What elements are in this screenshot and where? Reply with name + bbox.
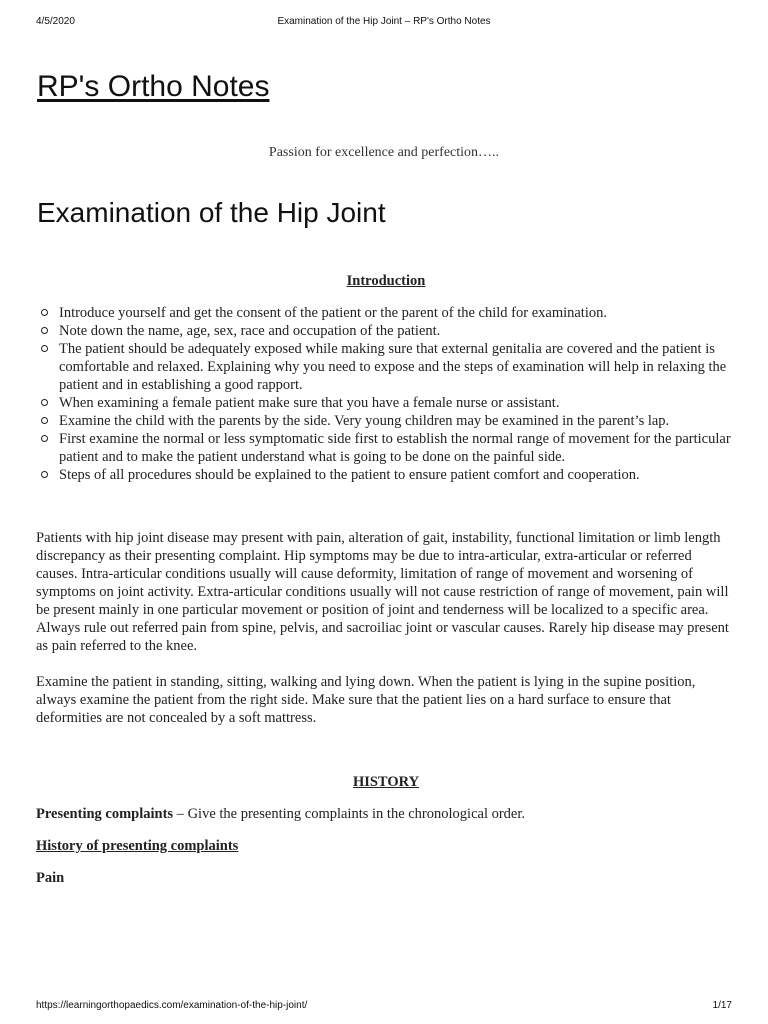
site-tagline: Passion for excellence and perfection….. <box>268 145 500 160</box>
list-item: Note down the name, age, sex, race and occupation of the patient. <box>36 322 736 340</box>
list-item: Examine the child with the parents by the side. Very young children may be examined in the parent’s lap. <box>36 412 736 430</box>
list-item: Steps of all procedures should be explained to the patient to ensure patient comfort and cooperation. <box>36 466 736 484</box>
history-heading: HISTORY <box>352 774 420 790</box>
list-item: Introduce yourself and get the consent of the patient or the parent of the child for examination. <box>36 304 736 322</box>
print-date: 4/5/2020 <box>36 16 75 27</box>
hopc-heading: History of presenting complaints <box>36 838 239 854</box>
list-item: First examine the normal or less symptomatic side first to establish the normal range of movement for the particular patient and to make the patient understand what is going to be done on the painful side. <box>36 430 736 466</box>
print-footer <box>36 1000 732 1014</box>
list-item: When examining a female patient make sure that you have a female nurse or assistant. <box>36 394 736 412</box>
article-body <box>36 272 736 887</box>
presenting-complaints-label: Presenting complaints <box>36 806 174 822</box>
page-number: 1/17 <box>712 1000 732 1011</box>
page-title: Examination of the Hip Joint <box>37 197 386 228</box>
intro-heading: Introduction <box>346 273 426 289</box>
print-header <box>36 16 732 30</box>
pain-heading: Pain <box>36 870 65 886</box>
paragraph-positions: Examine the patient in standing, sitting, walking and lying down. When the patient is lying in the supine position, always examine the patient from the right side. Make sure that the patient lies on a hard surface to ensure that deformities are not concealed by a soft mattress. <box>36 674 696 726</box>
intro-list <box>36 304 736 484</box>
presenting-complaints-text: – Give the presenting complaints in the chronological order. <box>173 806 526 822</box>
print-title: Examination of the Hip Joint – RP's Ortho Notes <box>277 16 491 27</box>
presenting-complaints <box>36 805 736 823</box>
print-url: https://learningorthopaedics.com/examination-of-the-hip-joint/ <box>36 1000 308 1011</box>
list-item: The patient should be adequately exposed while making sure that external genitalia are covered and the patient is comfortable and relaxed. Explaining why you need to expose and the steps of examination will help in relaxing the patient and in establishing a good rapport. <box>36 340 736 394</box>
paragraph-presentation: Patients with hip joint disease may present with pain, alteration of gait, instability, functional limitation or limb length discrepancy as their presenting complaint. Hip symptoms may be due to intra-articular, extra-articular or referred causes. Intra-articular conditions usually will cause deformity, limitation of range of movement and worsening of symptoms on joint activity. Extra-articular conditions usually will not cause restriction of range of movement, pain will be present mainly in one particular movement or position of joint and tenderness will be localized to a specific area. Always rule out referred pain from spine, pelvis, and sacroiliac joint or vascular causes. Rarely hip disease may present as pain referred to the knee. <box>36 530 729 654</box>
site-title-link[interactable]: RP's Ortho Notes <box>37 70 270 103</box>
